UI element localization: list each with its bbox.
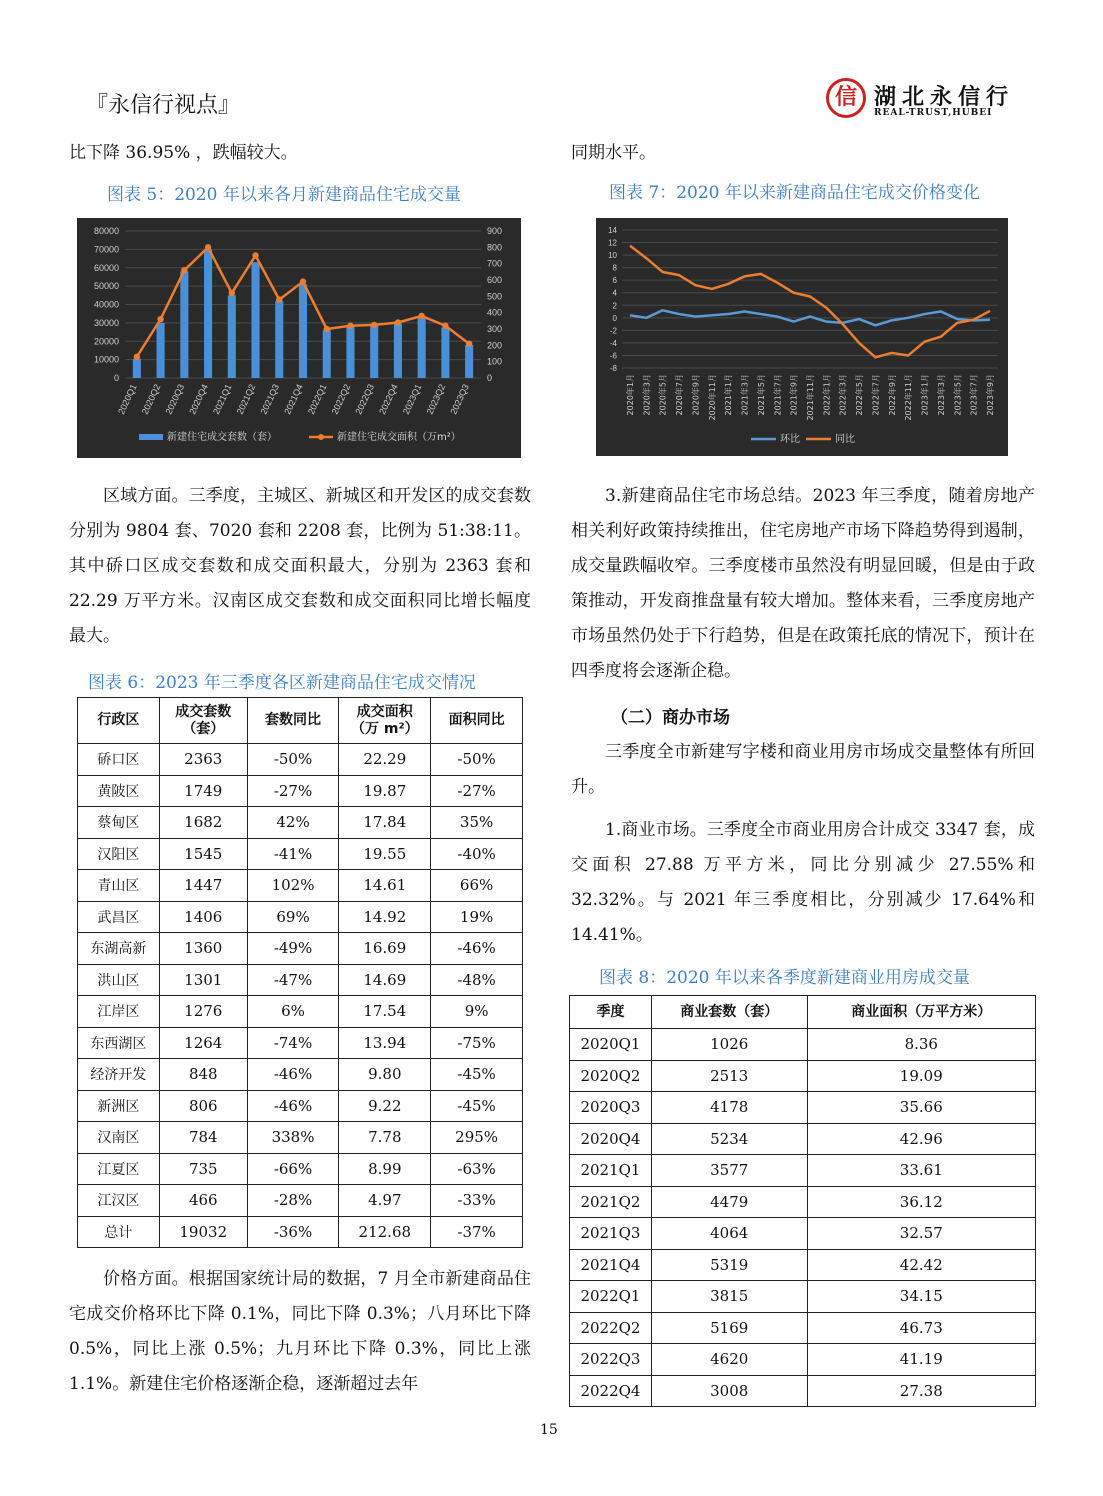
table-row [78,1027,523,1059]
table-cell: 784 [159,1122,247,1154]
table-row [78,1216,523,1248]
line-point [418,313,424,319]
x-tick-label: 2020年11月 [707,374,717,421]
table-cell: 34.15 [807,1281,1035,1313]
table-cell: 806 [159,1090,247,1122]
x-tick-label: 2022年9月 [887,374,897,416]
table-cell: 14.92 [339,901,431,933]
table6-header-1: 成交套数 （套） [159,698,247,744]
table-cell: 2021Q4 [570,1249,652,1281]
table-cell: 黄陂区 [78,775,160,807]
table-cell: 9.22 [339,1090,431,1122]
table-cell: 8.36 [807,1029,1035,1061]
table-cell: 22.29 [339,744,431,776]
table-cell: 4178 [651,1092,807,1124]
paragraph-region: 区域方面。三季度，主城区、新城区和开发区的成交套数分别为 9804 套、7020 套和 2208 套，比例为 51:38:11。其中硚口区成交套数和成交面积最大，分别为 2363 套和 22.29 万平方米。汉南区成交套数和成交面积同比增长幅度最大。 [69,486,531,646]
x-tick-label: 2021年7月 [773,374,783,416]
table-cell: 汉南区 [78,1122,160,1154]
table-cell: -46% [431,933,523,965]
bar [299,284,307,378]
y-tick-label: 4 [612,288,617,298]
x-tick-label: 2022年7月 [871,374,881,416]
y-right-tick-label: 600 [487,275,503,285]
caption-chart-5: 图表 5：2020 年以来各月新建商品住宅成交量 [107,185,461,205]
table-cell: 13.94 [339,1027,431,1059]
y-right-tick-label: 100 [487,356,503,367]
caption-table-6: 图表 6：2023 年三季度各区新建商品住宅成交情况 [88,673,476,693]
table-cell: 1301 [159,964,247,996]
x-tick-label: 2021年3月 [740,374,750,416]
line-point [347,323,353,329]
table6-header-2: 套数同比 [247,698,339,744]
table-cell: -50% [431,744,523,776]
table-row [570,1186,1036,1218]
table-cell: 848 [159,1059,247,1091]
table-cell: 2021Q2 [570,1186,652,1218]
table-cell: 9.80 [339,1059,431,1091]
x-tick-label: 2020年9月 [691,374,701,416]
y-left-tick-label: 30000 [93,317,119,328]
table-cell: 1026 [651,1029,807,1061]
table-cell: -27% [247,775,339,807]
table-cell: 2363 [159,744,247,776]
x-tick-label: 2023年3月 [936,374,946,416]
table-cell: 66% [431,870,523,902]
table-row [570,1281,1036,1313]
table-cell: 2020Q2 [570,1060,652,1092]
x-tick-label: 2020Q1 [116,382,139,416]
table-cell: 2021Q1 [570,1155,652,1187]
line-point [252,252,258,258]
x-tick-label: 2022Q4 [377,382,400,416]
y-left-tick-label: 0 [113,373,119,383]
table-cell: 14.69 [339,964,431,996]
table6-header-3: 成交面积 （万 m²） [339,698,431,744]
table-cell: -27% [431,775,523,807]
table-cell: 武昌区 [78,901,160,933]
table-row [78,901,523,933]
y-right-tick-label: 900 [487,226,503,236]
table-cell: -75% [431,1027,523,1059]
y-right-tick-label: 400 [487,307,503,318]
caption-chart-7: 图表 7：2020 年以来新建商品住宅成交价格变化 [609,183,980,203]
x-tick-label: 2020年5月 [658,374,668,416]
y-right-tick-label: 500 [487,291,503,302]
table8-header-2: 商业面积（万平方米） [807,996,1035,1029]
table-cell: -47% [247,964,339,996]
y-right-tick-label: 200 [487,340,503,351]
table-cell: 27.38 [807,1375,1035,1407]
x-tick-label: 2021年5月 [756,374,766,416]
table-row [78,744,523,776]
table-cell: 3577 [651,1155,807,1187]
table-cell: 东西湖区 [78,1027,160,1059]
table-cell: -74% [247,1027,339,1059]
table-row [570,1312,1036,1344]
logo-english-name: REAL-TRUST,HUBEI [874,108,993,118]
table-cell: 735 [159,1153,247,1185]
bar [370,326,378,378]
commercial-quarterly-table [569,995,1036,1407]
paragraph-commercial: 1.商业市场。三季度全市商业用房合计成交 3347 套，成交面积 27.88 万平方米，同比分别减少 27.55%和 32.32%。与 2021 年三季度相比，分别减少 17.64%和 14.41%。 [571,820,1035,945]
table-cell: 东湖高新 [78,933,160,965]
legend-label: 环比 [780,434,800,445]
x-tick-label: 2022年11月 [904,374,914,421]
bar [323,330,331,378]
table-cell: -63% [431,1153,523,1185]
y-right-tick-label: 0 [487,373,493,383]
x-tick-label: 2020年1月 [626,374,635,416]
bar [133,359,141,378]
table-cell: 19% [431,901,523,933]
table-row [570,1155,1036,1187]
x-tick-label: 2022Q1 [305,382,329,416]
table-cell: 2022Q4 [570,1375,652,1407]
table-cell: 35.66 [807,1092,1035,1124]
table-cell: 总计 [78,1216,160,1248]
y-left-tick-label: 20000 [93,336,119,347]
table-cell: -36% [247,1216,339,1248]
table-cell: 2021Q3 [570,1218,652,1250]
table-cell: 4064 [651,1218,807,1250]
x-tick-label: 2021Q4 [282,382,305,416]
table-cell: 青山区 [78,870,160,902]
line-point [300,278,306,284]
y-tick-label: 6 [612,276,617,286]
table-cell: 46.73 [807,1312,1035,1344]
y-tick-label: 10 [608,251,617,261]
line-point [229,290,235,296]
right-top-line: 同期水平。 [571,143,656,163]
x-tick-label: 2021Q2 [234,382,258,416]
x-tick-label: 2023年7月 [969,374,979,416]
table-cell: 42.96 [807,1123,1035,1155]
table-cell: -49% [247,933,339,965]
legend-label: 新建住宅成交套数（套） [167,432,277,443]
table-cell: -48% [431,964,523,996]
x-tick-label: 2023年1月 [920,374,930,416]
line-point [157,316,163,322]
x-tick-label: 2022Q2 [329,382,353,416]
x-tick-label: 2022年5月 [855,374,865,416]
table-row [78,807,523,839]
document-header-title: 『永信行视点』 [86,93,241,118]
table-cell: 5234 [651,1123,807,1155]
legend-label: 同比 [835,434,855,445]
table-cell: 2020Q1 [570,1029,652,1061]
table8-header-1: 商业套数（套） [651,996,807,1029]
table-cell: 4620 [651,1344,807,1376]
table-cell: 5169 [651,1312,807,1344]
x-tick-label: 2021年1月 [724,374,734,416]
table-cell: 212.68 [339,1216,431,1248]
table-cell: 江夏区 [78,1153,160,1185]
table-cell: 2020Q3 [570,1092,652,1124]
district-transactions-table [77,697,523,1248]
table-cell: 466 [159,1185,247,1217]
table-cell: 17.54 [339,996,431,1028]
table-cell: 1447 [159,870,247,902]
table-cell: 蔡甸区 [78,807,160,839]
table-cell: 19.55 [339,838,431,870]
y-left-tick-label: 70000 [93,244,119,255]
y-left-tick-label: 40000 [93,299,119,310]
x-tick-label: 2020Q4 [187,382,210,416]
table-cell: 2022Q3 [570,1344,652,1376]
line-point [134,354,140,360]
table-row [570,1375,1036,1407]
table-row [78,1059,523,1091]
table-cell: 32.57 [807,1218,1035,1250]
bar [180,271,188,378]
table-row [78,996,523,1028]
series-line [630,246,990,358]
table-cell: 新洲区 [78,1090,160,1122]
table-cell: 1545 [159,838,247,870]
table-cell: -40% [431,838,523,870]
table-cell: -28% [247,1185,339,1217]
table-cell: 19.09 [807,1060,1035,1092]
chart-monthly-volume [77,218,521,458]
line-point [276,296,282,302]
table-row [78,1153,523,1185]
x-tick-label: 2021年9月 [789,374,799,416]
table-cell: 33.61 [807,1155,1035,1187]
caption-table-8: 图表 8：2020 年以来各季度新建商业用房成交量 [599,968,970,988]
table-row [570,1344,1036,1376]
paragraph-office: 三季度全市新建写字楼和商业用房市场成交量整体有所回升。 [571,742,1035,797]
x-tick-label: 2020年7月 [675,374,685,416]
bar [275,301,283,378]
table-cell: 2022Q2 [570,1312,652,1344]
y-tick-label: -8 [609,364,617,373]
line-point [442,323,448,329]
paragraph-price: 价格方面。根据国家统计局的数据，7 月全市新建商品住宅成交价格环比下降 0.1%，同比下降 0.3%；八月环比下降 0.5%，同比上涨 0.5%；九月环比下降 0.3%，同比上涨 1.1%。新建住宅价格逐渐企稳，逐渐超过去年 [69,1269,531,1394]
table-row [78,870,523,902]
table-row [570,1249,1036,1281]
table-row [570,1029,1036,1061]
table-cell: 7.78 [339,1122,431,1154]
bar [418,317,426,378]
x-tick-label: 2023年9月 [986,374,995,416]
table-cell: 19032 [159,1216,247,1248]
table-cell: 41.19 [807,1344,1035,1376]
table-cell: 35% [431,807,523,839]
y-tick-label: 14 [608,226,617,235]
y-tick-label: 2 [612,301,617,311]
paragraph-summary: 3.新建商品住宅市场总结。2023 年三季度，随着房地产相关利好政策持续推出，住宅房地产市场下降趋势得到遏制，成交量跌幅收窄。三季度楼市虽然没有明显回暖，但是由于政策推动，开发商推盘量有较大增加。整体来看，三季度房地产市场虽然仍处于下行趋势，但是在政策托底的情况下，预计在四季度将会逐渐企稳。 [571,486,1035,681]
table-cell: 5319 [651,1249,807,1281]
table-cell: 19.87 [339,775,431,807]
table-cell: 338% [247,1122,339,1154]
line-point [181,267,187,273]
bar [228,295,236,378]
y-tick-label: -2 [609,326,617,336]
table-cell: 6% [247,996,339,1028]
x-tick-label: 2021Q1 [211,382,234,416]
table-row [570,1092,1036,1124]
table-cell: 8.99 [339,1153,431,1185]
table-cell: 4479 [651,1186,807,1218]
table6-header-0: 行政区 [78,698,160,744]
table-cell: 102% [247,870,339,902]
y-left-tick-label: 60000 [93,262,119,273]
line-point [395,319,401,325]
table-cell: 4.97 [339,1185,431,1217]
x-tick-label: 2022年1月 [822,374,832,416]
table-cell: 16.69 [339,933,431,965]
y-right-tick-label: 700 [487,258,503,269]
logo-seal-icon: 信 [826,78,866,118]
table-cell: 1264 [159,1027,247,1059]
table6-header-4: 面积同比 [431,698,523,744]
bar [157,323,165,378]
y-tick-label: 0 [612,313,617,323]
table-cell: 36.12 [807,1186,1035,1218]
bar [251,262,259,378]
table-cell: -46% [247,1090,339,1122]
table-cell: 经济开发 [78,1059,160,1091]
y-tick-label: 12 [608,238,617,248]
line-point [205,244,211,250]
table-row [570,1060,1036,1092]
table-cell: 17.84 [339,807,431,839]
logo-chinese-name: 湖北永信行 [874,85,1015,110]
table-cell: 1276 [159,996,247,1028]
x-tick-label: 2020Q2 [139,382,163,416]
left-top-line: 比下降 36.95% ，跌幅较大。 [69,143,298,163]
y-tick-label: -6 [609,351,617,361]
x-tick-label: 2022年3月 [838,374,848,416]
table-cell: -37% [431,1216,523,1248]
bar [394,324,402,378]
bar [441,327,449,378]
table-cell: 42% [247,807,339,839]
bar [204,249,212,378]
table-row [78,775,523,807]
company-logo [826,78,1036,122]
bar [465,345,473,378]
table-row [78,1090,523,1122]
table-cell: 1749 [159,775,247,807]
x-tick-label: 2023Q3 [448,382,471,416]
table-cell: 3008 [651,1375,807,1407]
table-cell: 江汉区 [78,1185,160,1217]
section-heading-office: （二）商办市场 [611,708,730,728]
chart-price-index [596,218,1008,456]
y-left-tick-label: 50000 [93,281,119,292]
y-right-tick-label: 300 [487,324,503,334]
line-point [466,341,472,347]
x-tick-label: 2020Q3 [163,382,187,416]
line-point [371,322,377,328]
table-row [78,933,523,965]
y-left-tick-label: 10000 [93,354,119,365]
table-cell: 1406 [159,901,247,933]
y-tick-label: 8 [612,263,617,273]
table-cell: 14.61 [339,870,431,902]
line-point [324,326,330,332]
table-cell: -45% [431,1090,523,1122]
table-cell: -50% [247,744,339,776]
table8-header-0: 季度 [570,996,652,1029]
x-tick-label: 2022Q3 [353,382,377,416]
table-cell: -45% [431,1059,523,1091]
x-tick-label: 2021年11月 [806,374,815,421]
table-cell: 汉阳区 [78,838,160,870]
x-tick-label: 2021Q3 [258,382,282,416]
table-row [570,1218,1036,1250]
table-row [78,1185,523,1217]
table-cell: 1682 [159,807,247,839]
x-tick-label: 2020年3月 [642,374,652,416]
x-tick-label: 2023Q1 [400,382,424,416]
y-left-tick-label: 80000 [93,226,119,236]
table-cell: 3815 [651,1281,807,1313]
table-cell: 2513 [651,1060,807,1092]
table-cell: 1360 [159,933,247,965]
table-row [570,1123,1036,1155]
table-row [78,964,523,996]
x-tick-label: 2023Q2 [424,382,448,416]
table-cell: -66% [247,1153,339,1185]
y-tick-label: -4 [609,338,617,348]
table-cell: -33% [431,1185,523,1217]
table-row [78,838,523,870]
legend-label: 新建住宅成交面积（万m²） [337,432,461,443]
table-cell: 硚口区 [78,744,160,776]
table-cell: -41% [247,838,339,870]
x-tick-label: 2023年5月 [953,374,963,416]
table-cell: 69% [247,901,339,933]
table-cell: 江岸区 [78,996,160,1028]
legend-swatch-marker [318,434,324,440]
table-cell: 42.42 [807,1249,1035,1281]
table-cell: 2020Q4 [570,1123,652,1155]
table-cell: 295% [431,1122,523,1154]
table-cell: -46% [247,1059,339,1091]
y-right-tick-label: 800 [487,242,503,253]
table-cell: 洪山区 [78,964,160,996]
table-row [78,1122,523,1154]
page-number: 15 [540,1422,558,1438]
bar [346,327,354,378]
table-cell: 2022Q1 [570,1281,652,1313]
table-cell: 9% [431,996,523,1028]
legend-swatch-bar [139,434,163,440]
